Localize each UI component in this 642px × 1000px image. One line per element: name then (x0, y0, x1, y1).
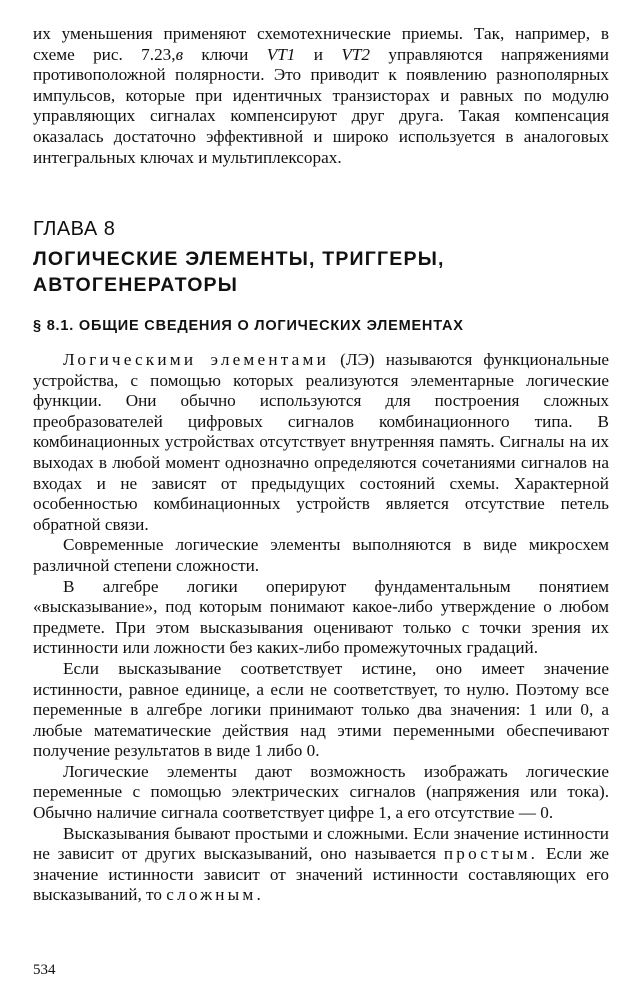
chapter-label: ГЛАВА 8 (33, 218, 116, 240)
figure-letter: в (175, 44, 184, 64)
top-paragraph-block (33, 24, 609, 168)
vt2-label: VT2 (341, 44, 371, 64)
paragraph-6 (33, 824, 609, 906)
term-complex: сложным. (166, 885, 264, 905)
section-title: § 8.1. ОБЩИЕ СВЕДЕНИЯ О ЛОГИЧЕСКИХ ЭЛЕМЕНТАХ (33, 318, 464, 334)
chapter-title (33, 246, 609, 298)
term-simple: простым. (443, 844, 539, 864)
top-paragraph-text-4: управляются напряжениями противоположной полярности. Это приводит к появлению разнополярных импульсов, которые при идентичных транзисторах и равных по модулю управляющих сигналах компенсируют друг друга. Такая компенсация оказалась достаточно эффективной и широко используется в аналоговых интегральных ключах и мультиплексорах. (33, 44, 609, 167)
paragraph-3: В алгебре логики оперируют фундаментальным понятием «высказывание», под которым понимают какое-либо утверждение о любом предмете. При этом высказывания оценивают только с точки зрения их истинности или ложности без каких-либо промежуточных градаций. (33, 576, 609, 658)
chapter-title-line-2: АВТОГЕНЕРАТОРЫ (33, 274, 239, 296)
paragraph-2: Современные логические элементы выполняются в виде микросхем различной степени сложности. (33, 535, 609, 575)
paragraph-1 (33, 350, 609, 535)
top-paragraph-text-3: и (295, 44, 342, 64)
page-number: 534 (33, 962, 56, 978)
paragraph-4: Если высказывание соответствует истине, оно имеет значение истинности, равное единице, а если не соответствует, то нулю. Поэтому все переменные в алгебре логики принимают только два значения: 1 или 0, а любые математические действия над этими переменными обеспечивают получение результатов в виде 1 либо 0. (33, 658, 609, 761)
vt1-label: VT1 (266, 44, 296, 64)
body-text (33, 350, 609, 906)
top-paragraph (33, 24, 609, 168)
paragraph-6-text-2: Если же значение истинности зависит от значений истинности составляющих его высказываний, то (33, 844, 610, 905)
paragraph-6-text-1: Высказывания бывают простыми и сложными. Если значение истинности не зависит от других высказываний, оно называется (33, 823, 609, 864)
chapter-title-line-1: ЛОГИЧЕСКИЕ ЭЛЕМЕНТЫ, ТРИГГЕРЫ, (33, 248, 445, 270)
term-logic-elements: Логическими элементами (63, 350, 329, 369)
paragraph-5: Логические элементы дают возможность изображать логические переменные с помощью электрических сигналов (напряжения или тока). Обычно наличие сигнала соответствует цифре 1, а его отсутствие — 0. (33, 761, 609, 823)
paragraph-1-text: (ЛЭ) называются функциональные устройства, с помощью которых реализуются элементарные логические функции. Они обычно используются для построения сложных преобразователей цифровых сигналов комбинационного типа. В комбинационных устройствах отсутствует внутренняя память. Сигналы на их выходах в любой момент однозначно определяются сочетаниями сигналов на входах и не зависят от предыдущих состояний схемы. Характерной особенностью комбинационных устройств является отсутствие петель обратной связи. (33, 350, 609, 534)
top-paragraph-text-1: их уменьшения применяют схемотехнические приемы. Так, например, в схеме рис. 7.23, (33, 24, 609, 64)
top-paragraph-text-2: ключи (183, 44, 267, 64)
